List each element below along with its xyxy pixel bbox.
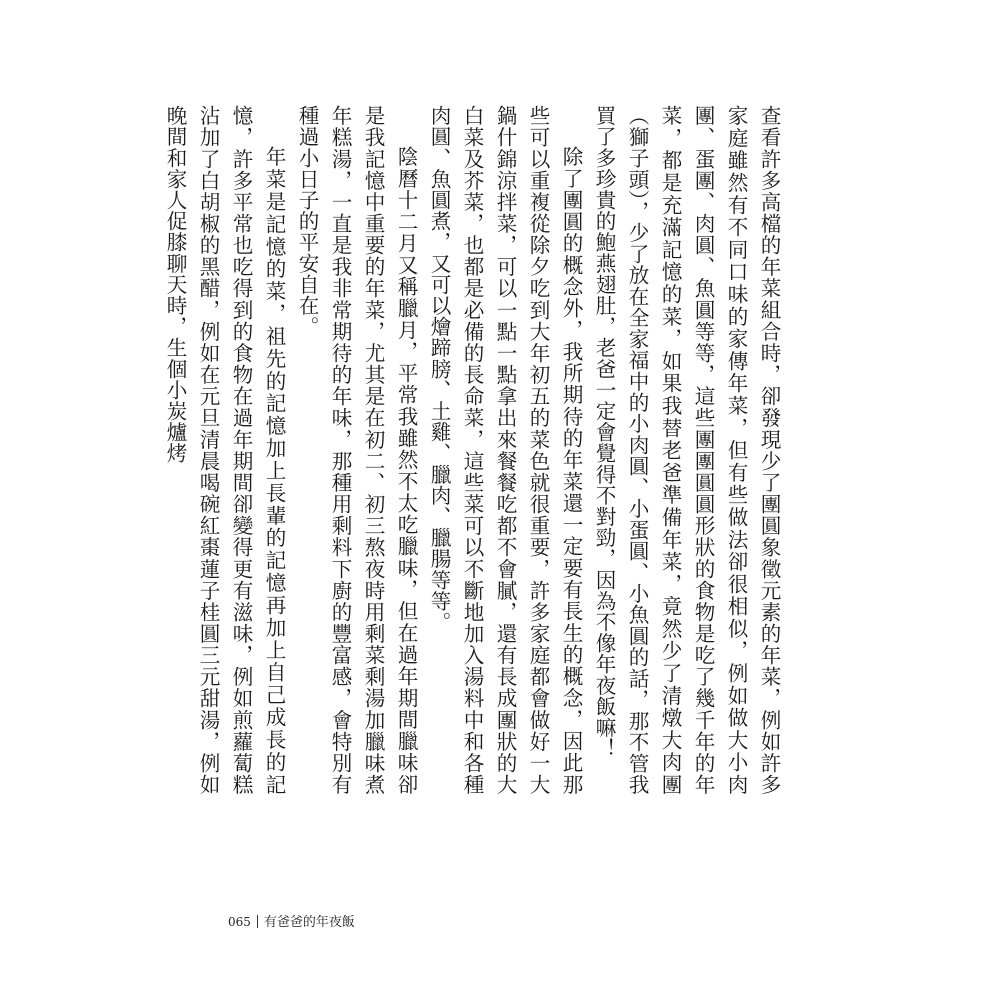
page-number: 065 bbox=[228, 915, 251, 929]
paragraph-1: 查看許多高檔的年菜組合時，卻發現少了團圓象徵元素的年菜，例如許多家庭雖然有不同口味的家傳年菜，但有些做法卻很相似，例如做大小肉團、蛋團、肉圓、魚圓等等，這些團團圓圓形狀的食物是吃了幾千年的年菜，都是充滿記憶的菜，如果我替老爸準備年菜，竟然少了清燉大肉團（獅子頭），少了放在全家福中的小肉圓、小蛋圓、小魚圓的話，那不管我買了多珍貴的鮑燕翅肚，老爸一定會覺得不對勁，因為不像年夜飯嘛！ bbox=[592, 105, 781, 795]
paragraph-3: 陰曆十二月又稱臘月，平常我雖然不太吃臘味，但在過年期間臘味卻是我記憶中重要的年菜，尤其是在初二、初三熬夜時用剩菜剩湯加臘味煮年糕湯，一直是我非常期待的年味，那種用剩料下廚的豐富感，會特別有種過小日子的平安自在。 bbox=[295, 105, 418, 795]
footer-divider bbox=[257, 915, 258, 928]
paragraph-4: 年菜是記憶的菜，祖先的記憶加上長輩的記憶再加上自己成長的記憶，許多平常也吃得到的食物在過年期間卻變得更有滋味，例如煎蘿蔔糕沾加了白胡椒的黑醋，例如在元旦清晨喝碗紅棗蓮子桂圓三元甜湯，例如晚間和家人促膝聊天時，生個小炭爐烤 bbox=[163, 105, 286, 795]
vertical-text-block bbox=[158, 105, 785, 795]
paragraph-2: 除了團圓的概念外，我所期待的年菜還一定要有長生的概念，因此那些可以重複從除夕吃到大年初五的菜色就很重要，許多家庭都會做好一大鍋什錦涼拌菜，可以一點一點拿出來餐餐吃都不會膩，還有長成團狀的大白菜及芥菜，也都是必備的長命菜，這些菜可以不斷地加入湯料中和各種肉圓、魚圓煮，又可以燴蹄膀、土雞、臘肉、臘腸等等。 bbox=[427, 105, 583, 795]
running-title: 有爸爸的年夜飯 bbox=[263, 915, 355, 930]
page-footer bbox=[228, 914, 355, 931]
